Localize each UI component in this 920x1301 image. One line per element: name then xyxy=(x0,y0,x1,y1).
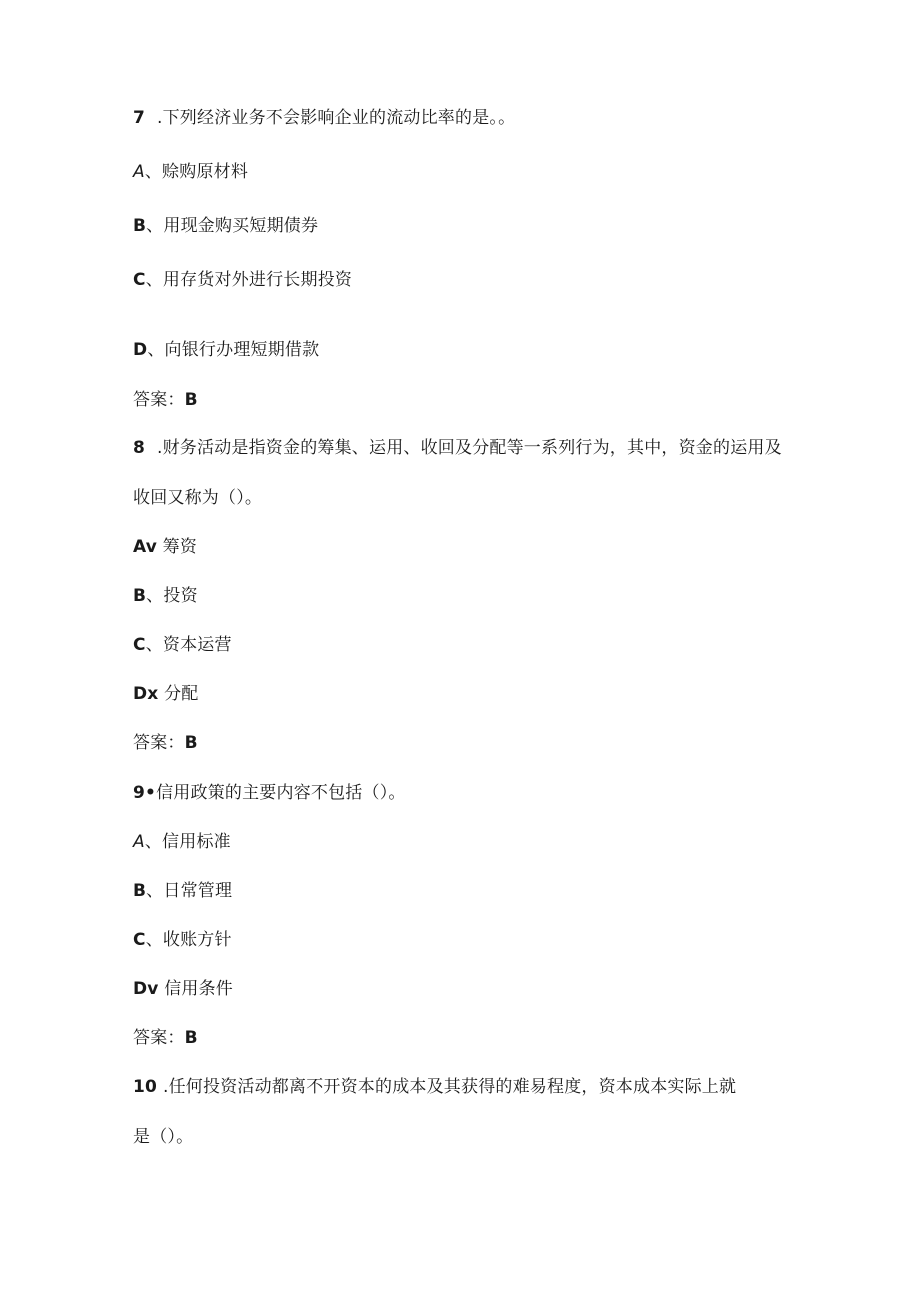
question-9-option-a xyxy=(133,831,231,853)
option-text: 用存货对外进行长期投资 xyxy=(162,270,353,290)
option-separator: 、 xyxy=(144,162,163,182)
question-number: 9• xyxy=(133,783,157,803)
question-7-stem xyxy=(133,107,515,129)
option-separator: 、 xyxy=(146,216,164,236)
option-letter: B xyxy=(133,586,147,606)
answer-label: 答案： xyxy=(133,733,185,753)
option-separator: 、 xyxy=(145,930,163,950)
question-8-stem-continued xyxy=(133,487,262,509)
question-9-option-b xyxy=(133,880,232,902)
question-stem-line: 是（）。 xyxy=(133,1127,194,1147)
option-letter: B xyxy=(133,216,147,236)
option-separator: 、 xyxy=(145,270,163,290)
option-letter: C xyxy=(133,635,146,655)
option-letter: A xyxy=(133,162,145,182)
question-9-answer xyxy=(133,1027,198,1049)
option-text: 信用标准 xyxy=(162,832,231,852)
option-letter: A xyxy=(133,832,145,852)
option-text: 向银行办理短期借款 xyxy=(164,340,320,360)
option-text: 收账方针 xyxy=(162,930,232,950)
answer-value: B xyxy=(184,390,198,410)
answer-value: B xyxy=(184,1028,198,1048)
option-text: 用现金购买短期债券 xyxy=(163,216,319,236)
option-separator: 、 xyxy=(146,586,164,606)
question-8-stem xyxy=(133,437,782,459)
question-7-option-b xyxy=(133,215,318,237)
question-8-option-d xyxy=(133,683,199,705)
question-7-option-d xyxy=(133,339,319,361)
question-10-stem xyxy=(133,1076,736,1098)
option-text: 信用条件 xyxy=(164,979,234,999)
option-text: 资本运营 xyxy=(162,635,232,655)
question-number: 7 xyxy=(133,108,146,128)
answer-label: 答案： xyxy=(133,390,185,410)
option-letter: Av xyxy=(133,537,158,557)
question-number: 8 xyxy=(133,438,146,458)
option-text: 筹资 xyxy=(162,537,198,557)
option-text: 赊购原材料 xyxy=(162,162,249,182)
option-text: 分配 xyxy=(164,684,199,704)
option-separator: 、 xyxy=(147,340,165,360)
question-stem-line: .任何投资活动都离不开资本的成本及其获得的难易程度，资本成本实际上就 xyxy=(163,1077,737,1097)
option-separator: 、 xyxy=(146,881,164,901)
option-text: 投资 xyxy=(163,586,198,606)
option-letter: Dx xyxy=(133,684,159,704)
option-letter: C xyxy=(133,270,146,290)
question-number: 10 xyxy=(133,1077,158,1097)
option-separator: 、 xyxy=(144,832,163,852)
question-stem-line: 信用政策的主要内容不包括（）。 xyxy=(156,783,406,803)
question-7-answer xyxy=(133,389,198,411)
question-10-stem-continued xyxy=(133,1126,193,1148)
question-stem-line: 收回又称为（）。 xyxy=(133,488,263,508)
option-text: 日常管理 xyxy=(163,881,233,901)
question-9-stem xyxy=(133,782,406,804)
question-8-option-c xyxy=(133,634,232,656)
question-9-option-d xyxy=(133,978,233,1000)
option-letter: D xyxy=(133,340,148,360)
question-9-option-c xyxy=(133,929,232,951)
question-stem-line: .财务活动是指资金的筹集、运用、收回及分配等一系列行为，其中，资金的运用及 xyxy=(157,438,782,458)
question-8-option-b xyxy=(133,585,198,607)
option-letter: B xyxy=(133,881,147,901)
answer-label: 答案： xyxy=(133,1028,185,1048)
option-separator: 、 xyxy=(145,635,163,655)
answer-value: B xyxy=(184,733,198,753)
question-stem-line: .下列经济业务不会影响企业的流动比率的是。。 xyxy=(157,108,516,128)
option-letter: Dv xyxy=(133,979,159,999)
question-8-option-a xyxy=(133,536,197,558)
question-7-option-a xyxy=(133,161,248,183)
option-letter: C xyxy=(133,930,146,950)
question-8-answer xyxy=(133,732,198,754)
question-7-option-c xyxy=(133,269,352,291)
